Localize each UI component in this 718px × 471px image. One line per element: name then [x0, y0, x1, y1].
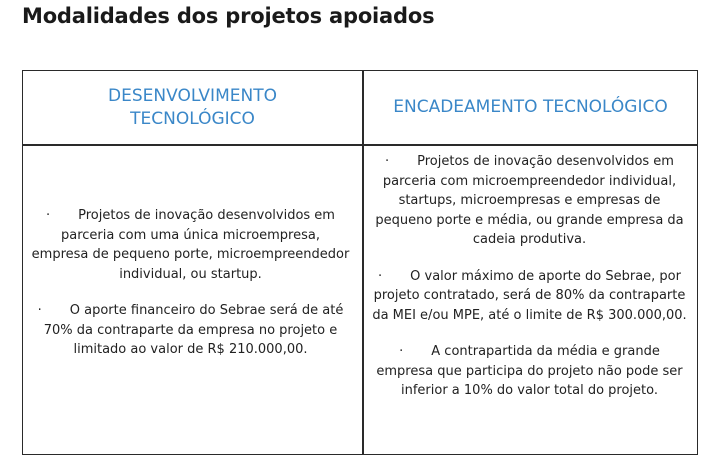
list-item — [370, 267, 689, 326]
bullet-icon: · — [37, 303, 42, 318]
list-item — [370, 342, 689, 401]
header-encadeamento-tecnologico — [364, 71, 697, 144]
cell-desenvolvimento-tecnologico — [23, 146, 362, 454]
header-label: ENCADEAMENTO TECNOLÓGICO — [393, 97, 668, 117]
list-item-text: O aporte financeiro do Sebrae será de até 70% da contraparte da empresa no projeto e limitado ao valor de R$ 210.000,00. — [43, 303, 344, 357]
list-item-text: A contrapartida da média e grande empresa que participa do projeto não pode ser inferior a 10% do valor total do projeto. — [376, 344, 683, 398]
header-desenvolvimento-tecnologico — [23, 71, 362, 144]
bullet-icon: · — [46, 208, 51, 223]
list-item — [370, 152, 689, 250]
list-item — [31, 301, 350, 360]
modalities-table — [22, 70, 698, 455]
header-label: DESENVOLVIMENTO TECNOLÓGICO — [108, 85, 277, 129]
list-item-text: O valor máximo de aporte do Sebrae, por projeto contratado, será de 80% da contraparte da MEI e/ou MPE, até o limite de R$ 300.000,00. — [372, 268, 687, 323]
list-item — [31, 206, 350, 284]
bullet-icon: · — [378, 268, 383, 284]
list-item-text: Projetos de inovação desenvolvidos em parceria com uma única microempresa, empresa de pequeno porte, microempreendedor individual, ou startup. — [31, 208, 350, 282]
list-item-text: Projetos de inovação desenvolvidos em parceria com microempreendedor individual, startups, microempresas e empresas de pequeno porte e média, ou grande empresa da cadeia produtiva. — [375, 154, 684, 247]
bullet-icon: · — [399, 344, 404, 359]
page-title: Modalidades dos projetos apoiados — [22, 4, 435, 28]
bullet-icon: · — [385, 154, 390, 169]
cell-encadeamento-tecnologico — [364, 146, 697, 454]
